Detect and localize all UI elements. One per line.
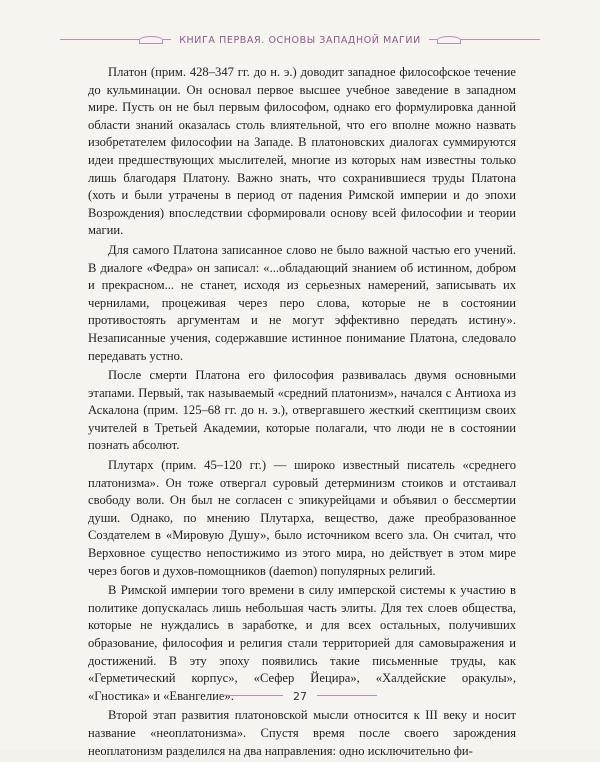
paragraph-5: В Римской империи того времени в силу имперской системы к участию в политике допускалась лишь небольшая часть элиты. Для тех слоев общества, которые не нуждались в заработке, и для всех остальных, получивших образование, философия и религия стали территорией для самовыражения и достижений. В эту эпоху появились такие письменные труды, как «Герметический корпус», «Сефер Йецира», «Халдейские оракулы», «Гностика» и «Евангелие».: [88, 583, 516, 703]
paragraph-6: Второй этап развития платоновской мысли относится к III веку и носит название «неоплатонизма». Спустя время после своего зарождения неоплатонизм разделился на два направления: одно исключительно фи-: [88, 708, 516, 758]
paragraph-2: Для самого Платона записанное слово не было важной частью его учений. В диалоге «Федра» он записал: «...обладающий знанием об истинном, добром и прекрасном... не станет, исходя из серьезных намерений, записывать их чернилами, процеживая через перо слова, которые не в состоянии противостоять аргументам и не могут эффективно передать истину». Незаписанные учения, содержавшие истинное понимание Платона, следовало передавать устно.: [88, 242, 516, 363]
paragraph-3: После смерти Платона его философия развивалась двумя основными этапами. Первый, так называемый «средний платонизм», начался с Антиоха из Аскалона (прим. 125–68 гг. до н. э.), отвергавшего жесткий скептицизм своих учителей в Третьей Академии, которые полагали, что люди не в состоянии познать абсолют.: [88, 368, 516, 453]
header-ornament-right: [429, 35, 540, 45]
header-title: КНИГА ПЕРВАЯ. ОСНОВЫ ЗАПАДНОЙ МАГИИ: [179, 34, 421, 46]
body-text: [88, 64, 516, 762]
page-footer: [200, 688, 400, 704]
paragraph-1: Платон (прим. 428–347 гг. до н. э.) доводит западное философское течение до кульминации. Он основал первое высшее учебное заведение в западном мире. Пусть он не был первым философом, однако его формулировка данной области знаний оказалась столь влиятельной, что его вполне можно назвать изобретателем философии на Западе. В платоновских диалогах суммируются идеи предшествующих мыслителей, многие из которых нам известны только лишь благодаря Платону. Важно знать, что сохранившиеся труды Платона (хоть и были утрачены в период от падения Римской империи и до эпохи Возрождения) впоследствии сформировали основу всей философии и теории магии.: [88, 65, 516, 238]
page-number: 27: [293, 689, 307, 703]
running-header: [60, 30, 540, 50]
paragraph-4: Плутарх (прим. 45–120 гг.) — широко известный писатель «среднего платонизма». Он тоже отвергал суровый детерминизм стоиков и отстаивал свободу воли. Он был не согласен с эпикурейцами и объявил о бессмертии души. Однако, по мнению Плутарха, вещество, даже преобразованное Создателем в «Мировую Душу», было источником всего зла. Он считал, что Верховное существо непостижимо из этого мира, но действует в этом мире через богов и духов-помощников (daemon) популярных религий.: [88, 458, 516, 578]
header-ornament-left: [60, 35, 171, 45]
footer-ornament-right: [317, 692, 377, 700]
footer-ornament-left: [223, 692, 283, 700]
